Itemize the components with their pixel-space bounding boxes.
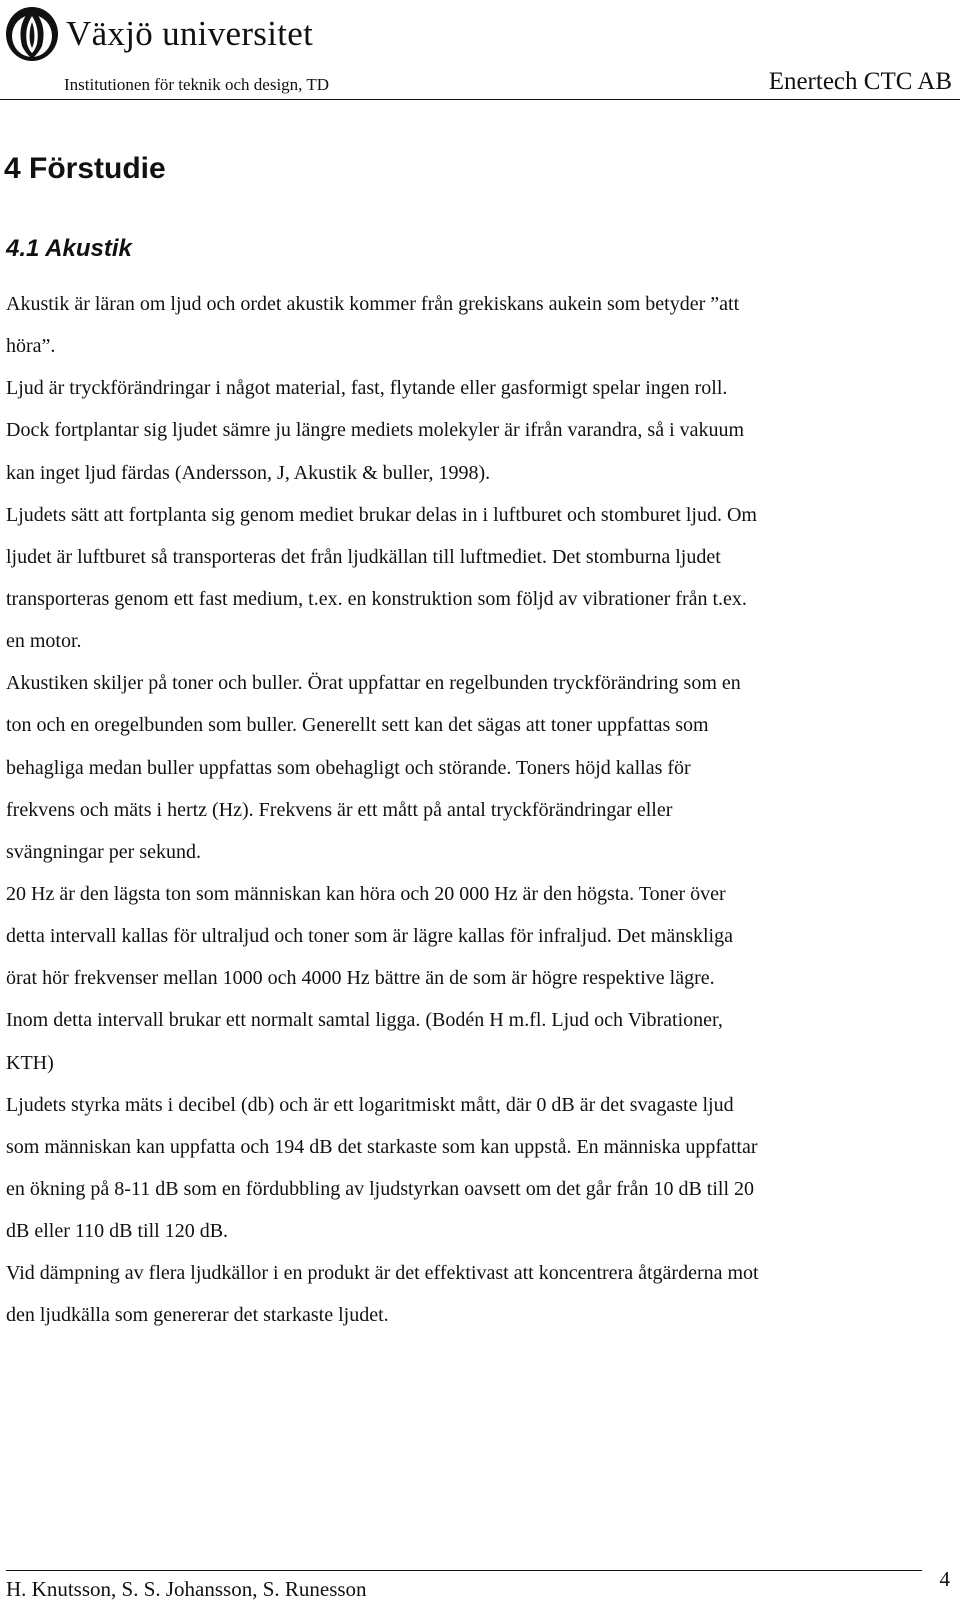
body-text	[6, 283, 956, 1337]
body-line: ljudet är luftburet så transporteras det från ljudkällan till luftmediet. Det stomburna ljudet	[6, 545, 721, 568]
body-line: en motor.	[6, 630, 82, 653]
body-line: den ljudkälla som genererar det starkaste ljudet.	[6, 1304, 389, 1327]
body-line: detta intervall kallas för ultraljud och toner som är lägre kallas för infraljud. Det mänskliga	[6, 925, 733, 948]
footer-divider	[6, 1570, 922, 1571]
university-name: Växjö universitet	[66, 14, 314, 53]
company-name: Enertech CTC AB	[768, 68, 952, 95]
page-number: 4	[939, 1567, 950, 1591]
footer-authors: H. Knutsson, S. S. Johansson, S. Runesson	[6, 1577, 367, 1601]
university-logo-icon	[4, 2, 60, 62]
body-line: behagliga medan buller uppfattas som obehagligt och störande. Toners höjd kallas för	[6, 756, 691, 779]
section-title: 4.1 Akustik	[6, 235, 132, 262]
body-line: Akustik är läran om ljud och ordet akustik kommer från grekiskans aukein som betyder ”att	[6, 293, 740, 315]
body-line: Dock fortplantar sig ljudet sämre ju längre mediets molekyler är ifrån varandra, så i vakuum	[6, 419, 745, 442]
body-line: Ljudets styrka mäts i decibel (db) och är ett logaritmiskt mått, där 0 dB är det svagaste ljud	[6, 1093, 734, 1116]
chapter-title: 4 Förstudie	[4, 152, 166, 185]
body-line: svängningar per sekund.	[6, 840, 201, 863]
body-line: dB eller 110 dB till 120 dB.	[6, 1220, 229, 1243]
body-line: som människan kan uppfatta och 194 dB det starkaste som kan uppstå. En människa uppfattar	[6, 1135, 758, 1158]
body-line: Ljud är tryckförändringar i något material, fast, flytande eller gasformigt spelar ingen roll.	[6, 377, 728, 400]
body-line: höra”.	[6, 335, 56, 358]
body-line: Vid dämpning av flera ljudkällor i en produkt är det effektivast att koncentrera åtgärderna mot	[6, 1262, 759, 1285]
body-line: Inom detta intervall brukar ett normalt samtal ligga. (Bodén H m.fl. Ljud och Vibrationer,	[6, 1009, 723, 1032]
body-line: 20 Hz är den lägsta ton som människan kan höra och 20 000 Hz är den högsta. Toner över	[6, 882, 726, 905]
body-line: frekvens och mäts i hertz (Hz). Frekvens är ett mått på antal tryckförändringar eller	[6, 798, 673, 821]
institution-name: Institutionen för teknik och design, TD	[64, 75, 330, 94]
body-line: transporteras genom ett fast medium, t.ex. en konstruktion som följd av vibrationer från t.ex.	[6, 587, 747, 610]
header-divider	[0, 99, 960, 100]
body-line: kan inget ljud färdas (Andersson, J, Akustik & buller, 1998).	[6, 461, 491, 484]
body-line: en ökning på 8-11 dB som en fördubbling av ljudstyrkan oavsett om det går från 10 dB till 20	[6, 1177, 755, 1200]
body-line: KTH)	[6, 1051, 54, 1074]
body-line: örat hör frekvenser mellan 1000 och 4000 Hz bättre än de som är högre respektive lägre.	[6, 967, 715, 990]
body-line: ton och en oregelbunden som buller. Generellt sett kan det sägas att toner uppfattas som	[6, 714, 709, 737]
body-line: Ljudets sätt att fortplanta sig genom mediet brukar delas in i luftburet och stomburet ljud. Om	[6, 503, 757, 526]
body-line: Akustiken skiljer på toner och buller. Örat uppfattar en regelbunden tryckförändring som en	[6, 672, 741, 695]
